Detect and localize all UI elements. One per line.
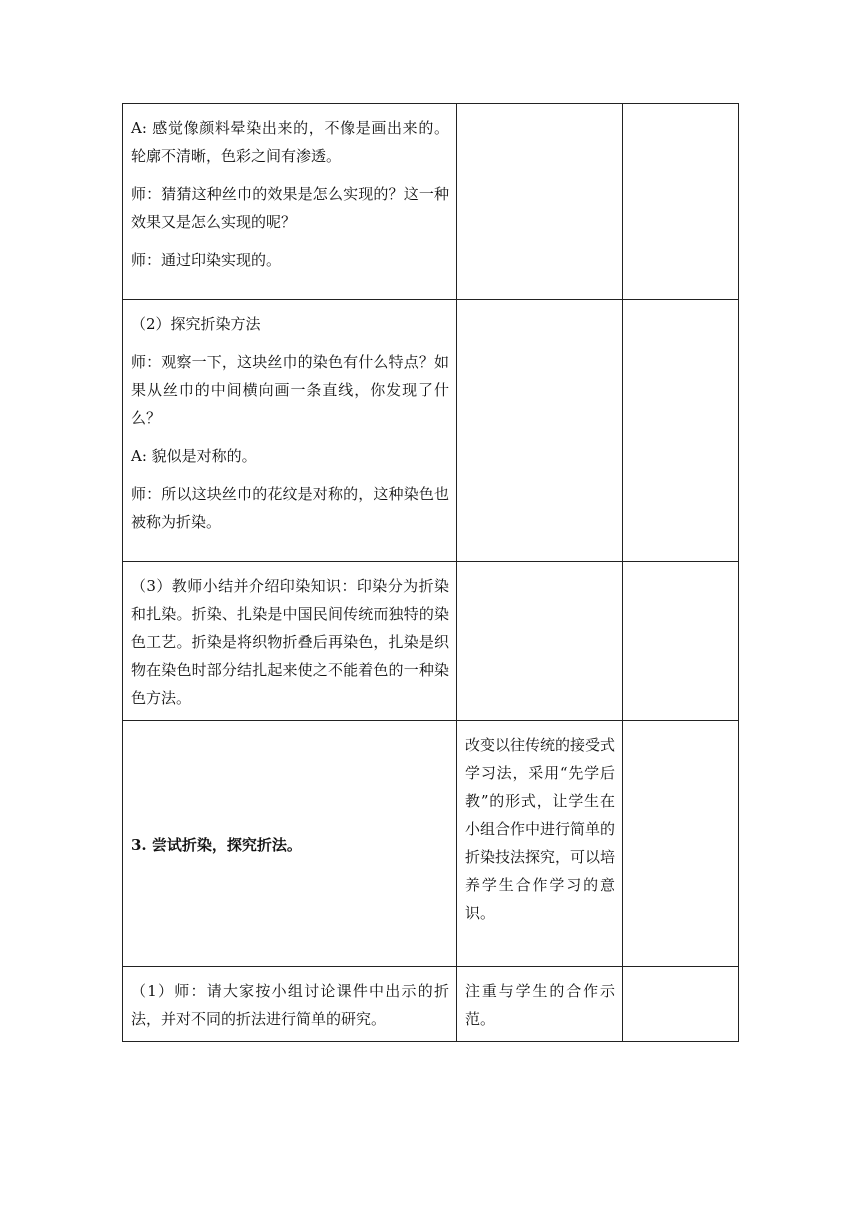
intent-cell — [457, 721, 623, 967]
notes-cell — [623, 300, 739, 562]
intent-cell — [457, 300, 623, 562]
design-intent-text: 注重与学生的合作示范。 — [465, 982, 615, 1028]
design-intent-text: 改变以往传统的接受式学习法，采用“先学后教”的形式，让学生在小组合作中进行简单的折染技法探究，可以培养学生合作学习的意识。 — [465, 736, 616, 922]
dialogue-line: 师：观察一下，这块丝巾的染色有什么特点？如果从丝巾的中间横向画一条直线，你发现了什么？ — [131, 353, 449, 427]
process-cell — [123, 967, 457, 1042]
notes-cell — [623, 104, 739, 300]
section-subheading: （2）探究折染方法 — [131, 315, 261, 333]
summary-paragraph: （3）教师小结并介绍印染知识：印染分为折染和扎染。折染、扎染是中国民间传统而独特的染色工艺。折染是将织物折叠后再染色，扎染是织物在染色时部分结扎起来使之不能着色的一种染色方法。 — [131, 577, 449, 707]
dialogue-line: （1）师：请大家按小组讨论课件中出示的折法，并对不同的折法进行简单的研究。 — [131, 982, 449, 1028]
dialogue-line: 师：通过印染实现的。 — [131, 251, 282, 269]
lesson-plan-table — [122, 103, 739, 1042]
intent-cell — [457, 967, 623, 1042]
dialogue-line: A: 感觉像颜料晕染出来的，不像是画出来的。轮廓不清晰，色彩之间有渗透。 — [131, 119, 449, 165]
notes-cell — [623, 967, 739, 1042]
intent-cell — [457, 104, 623, 300]
dialogue-line: A: 貌似是对称的。 — [131, 447, 257, 465]
table-row — [123, 104, 739, 300]
process-cell — [123, 562, 457, 721]
table-row — [123, 562, 739, 721]
table-row — [123, 300, 739, 562]
section-heading: 3. 尝试折染，探究折法。 — [123, 721, 457, 967]
process-cell — [123, 300, 457, 562]
intent-cell — [457, 562, 623, 721]
table-row — [123, 967, 739, 1042]
dialogue-line: 师：猜猜这种丝巾的效果是怎么实现的？这一种效果又是怎么实现的呢？ — [131, 185, 449, 231]
dialogue-line: 师：所以这块丝巾的花纹是对称的，这种染色也被称为折染。 — [131, 485, 449, 531]
notes-cell — [623, 562, 739, 721]
process-cell — [123, 104, 457, 300]
table-row — [123, 721, 739, 967]
notes-cell — [623, 721, 739, 967]
